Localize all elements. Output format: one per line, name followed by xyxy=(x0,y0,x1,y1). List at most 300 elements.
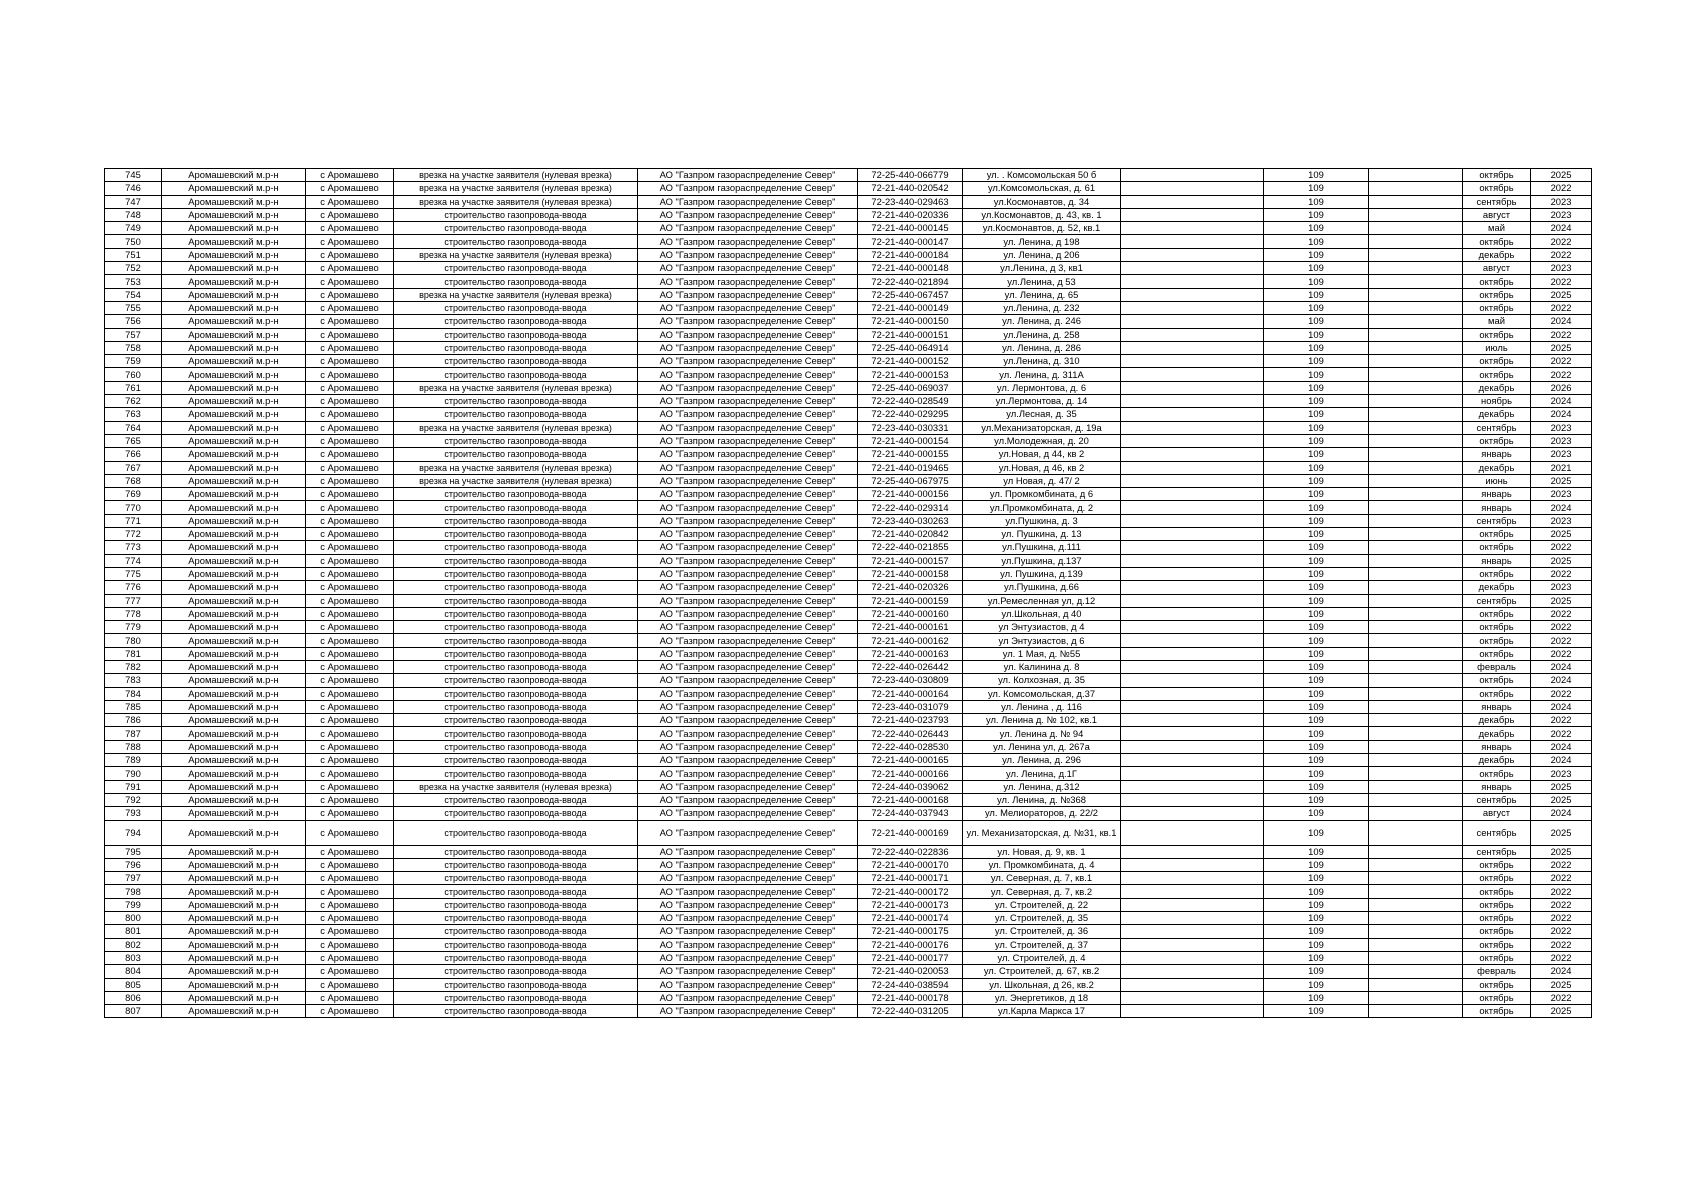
year-cell: 2022 xyxy=(1531,687,1592,700)
address-cell: ул. Строителей, д. 36 xyxy=(963,925,1121,938)
row-number-cell: 798 xyxy=(105,885,162,898)
row-number-cell: 774 xyxy=(105,554,162,567)
empty-cell-cell xyxy=(1369,991,1463,1004)
empty-cell-cell xyxy=(1369,727,1463,740)
table-row xyxy=(105,951,1592,964)
row-number-cell: 793 xyxy=(105,807,162,820)
document-page xyxy=(104,168,1591,1018)
year-cell: 2025 xyxy=(1531,978,1592,991)
empty-cell-cell xyxy=(1121,858,1264,871)
table-row xyxy=(105,368,1592,381)
month-cell: октябрь xyxy=(1463,938,1531,951)
year-cell: 2024 xyxy=(1531,395,1592,408)
address-cell: ул.Космонавтов, д. 52, кв.1 xyxy=(963,222,1121,235)
month-cell: октябрь xyxy=(1463,1005,1531,1018)
row-number-cell: 767 xyxy=(105,461,162,474)
empty-cell-cell xyxy=(1121,793,1264,806)
application-id-cell: 72-21-440-000150 xyxy=(858,315,963,328)
application-id-cell: 72-22-440-026442 xyxy=(858,660,963,673)
settlement-cell: с Аромашево xyxy=(306,581,394,594)
contractor-cell: АО "Газпром газораспределение Север" xyxy=(638,395,858,408)
application-id-cell: 72-21-440-000160 xyxy=(858,607,963,620)
empty-cell-cell xyxy=(1121,925,1264,938)
year-cell: 2022 xyxy=(1531,991,1592,1004)
contractor-cell: АО "Газпром газораспределение Север" xyxy=(638,820,858,845)
year-cell: 2023 xyxy=(1531,767,1592,780)
year-cell: 2022 xyxy=(1531,885,1592,898)
row-number-cell: 786 xyxy=(105,714,162,727)
year-cell: 2026 xyxy=(1531,381,1592,394)
empty-cell-cell xyxy=(1369,660,1463,673)
address-cell: ул. Строителей, д. 67, кв.2 xyxy=(963,965,1121,978)
application-id-cell: 72-23-440-029463 xyxy=(858,195,963,208)
work-type-cell: строительство газопровода-ввода xyxy=(394,501,638,514)
contractor-cell: АО "Газпром газораспределение Север" xyxy=(638,315,858,328)
table-row xyxy=(105,647,1592,660)
table-row xyxy=(105,714,1592,727)
contractor-cell: АО "Газпром газораспределение Север" xyxy=(638,594,858,607)
work-type-cell: строительство газопровода-ввода xyxy=(394,727,638,740)
settlement-cell: с Аромашево xyxy=(306,607,394,620)
address-cell: ул. Ленина, д. 286 xyxy=(963,341,1121,354)
month-cell: январь xyxy=(1463,700,1531,713)
month-cell: декабрь xyxy=(1463,248,1531,261)
district-cell: Аромашевский м.р-н xyxy=(162,554,306,567)
row-number-cell: 796 xyxy=(105,858,162,871)
address-cell: ул. Мелиораторов, д. 22/2 xyxy=(963,807,1121,820)
code-cell: 109 xyxy=(1264,793,1369,806)
district-cell: Аромашевский м.р-н xyxy=(162,872,306,885)
settlement-cell: с Аромашево xyxy=(306,714,394,727)
district-cell: Аромашевский м.р-н xyxy=(162,381,306,394)
application-id-cell: 72-21-440-000158 xyxy=(858,567,963,580)
address-cell: ул.Ленина, д. 310 xyxy=(963,355,1121,368)
table-row xyxy=(105,820,1592,845)
empty-cell-cell xyxy=(1369,434,1463,447)
settlement-cell: с Аромашево xyxy=(306,687,394,700)
row-number-cell: 794 xyxy=(105,820,162,845)
settlement-cell: с Аромашево xyxy=(306,594,394,607)
address-cell: ул. Ленина д. № 102, кв.1 xyxy=(963,714,1121,727)
address-cell: ул. Энергетиков, д 18 xyxy=(963,991,1121,1004)
address-cell: ул.Молодежная, д. 20 xyxy=(963,434,1121,447)
address-cell: ул.Промкомбината, д. 2 xyxy=(963,501,1121,514)
row-number-cell: 801 xyxy=(105,925,162,938)
work-type-cell: строительство газопровода-ввода xyxy=(394,262,638,275)
address-cell: ул. Ленина, д. 311А xyxy=(963,368,1121,381)
empty-cell-cell xyxy=(1121,898,1264,911)
district-cell: Аромашевский м.р-н xyxy=(162,288,306,301)
code-cell: 109 xyxy=(1264,222,1369,235)
address-cell: ул. Ленина , д. 116 xyxy=(963,700,1121,713)
table-row xyxy=(105,328,1592,341)
year-cell: 2025 xyxy=(1531,474,1592,487)
application-id-cell: 72-21-440-000165 xyxy=(858,754,963,767)
empty-cell-cell xyxy=(1369,754,1463,767)
row-number-cell: 800 xyxy=(105,912,162,925)
row-number-cell: 765 xyxy=(105,434,162,447)
code-cell: 109 xyxy=(1264,474,1369,487)
settlement-cell: с Аромашево xyxy=(306,541,394,554)
month-cell: январь xyxy=(1463,448,1531,461)
year-cell: 2023 xyxy=(1531,208,1592,221)
empty-cell-cell xyxy=(1121,501,1264,514)
empty-cell-cell xyxy=(1369,501,1463,514)
contractor-cell: АО "Газпром газораспределение Север" xyxy=(638,858,858,871)
table-row xyxy=(105,301,1592,314)
application-id-cell: 72-21-440-020326 xyxy=(858,581,963,594)
year-cell: 2022 xyxy=(1531,925,1592,938)
settlement-cell: с Аромашево xyxy=(306,938,394,951)
table-row xyxy=(105,554,1592,567)
contractor-cell: АО "Газпром газораспределение Север" xyxy=(638,474,858,487)
empty-cell-cell xyxy=(1121,567,1264,580)
code-cell: 109 xyxy=(1264,872,1369,885)
empty-cell-cell xyxy=(1369,408,1463,421)
application-id-cell: 72-21-440-000169 xyxy=(858,820,963,845)
code-cell: 109 xyxy=(1264,341,1369,354)
contractor-cell: АО "Газпром газораспределение Север" xyxy=(638,528,858,541)
year-cell: 2022 xyxy=(1531,235,1592,248)
district-cell: Аромашевский м.р-н xyxy=(162,965,306,978)
work-type-cell: строительство газопровода-ввода xyxy=(394,328,638,341)
settlement-cell: с Аромашево xyxy=(306,754,394,767)
table-row xyxy=(105,355,1592,368)
work-type-cell: строительство газопровода-ввода xyxy=(394,807,638,820)
year-cell: 2024 xyxy=(1531,315,1592,328)
empty-cell-cell xyxy=(1369,938,1463,951)
empty-cell-cell xyxy=(1121,208,1264,221)
year-cell: 2025 xyxy=(1531,288,1592,301)
month-cell: октябрь xyxy=(1463,567,1531,580)
empty-cell-cell xyxy=(1121,275,1264,288)
settlement-cell: с Аромашево xyxy=(306,872,394,885)
empty-cell-cell xyxy=(1121,634,1264,647)
empty-cell-cell xyxy=(1121,594,1264,607)
contractor-cell: АО "Газпром газораспределение Север" xyxy=(638,275,858,288)
empty-cell-cell xyxy=(1121,581,1264,594)
work-type-cell: строительство газопровода-ввода xyxy=(394,208,638,221)
work-type-cell: строительство газопровода-ввода xyxy=(394,938,638,951)
empty-cell-cell xyxy=(1369,820,1463,845)
work-type-cell: строительство газопровода-ввода xyxy=(394,395,638,408)
address-cell: ул. Строителей, д. 37 xyxy=(963,938,1121,951)
empty-cell-cell xyxy=(1121,807,1264,820)
settlement-cell: с Аромашево xyxy=(306,740,394,753)
table-row xyxy=(105,660,1592,673)
table-row xyxy=(105,925,1592,938)
application-id-cell: 72-21-440-000145 xyxy=(858,222,963,235)
address-cell: ул.Пушкина, д.137 xyxy=(963,554,1121,567)
application-id-cell: 72-21-440-000154 xyxy=(858,434,963,447)
row-number-cell: 802 xyxy=(105,938,162,951)
year-cell: 2023 xyxy=(1531,195,1592,208)
empty-cell-cell xyxy=(1121,754,1264,767)
settlement-cell: с Аромашево xyxy=(306,448,394,461)
row-number-cell: 772 xyxy=(105,528,162,541)
code-cell: 109 xyxy=(1264,182,1369,195)
district-cell: Аромашевский м.р-н xyxy=(162,448,306,461)
contractor-cell: АО "Газпром газораспределение Север" xyxy=(638,674,858,687)
month-cell: октябрь xyxy=(1463,951,1531,964)
month-cell: октябрь xyxy=(1463,767,1531,780)
work-type-cell: строительство газопровода-ввода xyxy=(394,341,638,354)
settlement-cell: с Аромашево xyxy=(306,554,394,567)
year-cell: 2025 xyxy=(1531,1005,1592,1018)
code-cell: 109 xyxy=(1264,395,1369,408)
contractor-cell: АО "Газпром газораспределение Север" xyxy=(638,488,858,501)
address-cell: ул. Школьная, д 26, кв.2 xyxy=(963,978,1121,991)
contractor-cell: АО "Газпром газораспределение Север" xyxy=(638,740,858,753)
code-cell: 109 xyxy=(1264,780,1369,793)
application-id-cell: 72-21-440-000163 xyxy=(858,647,963,660)
code-cell: 109 xyxy=(1264,235,1369,248)
year-cell: 2022 xyxy=(1531,275,1592,288)
year-cell: 2024 xyxy=(1531,807,1592,820)
month-cell: январь xyxy=(1463,780,1531,793)
code-cell: 109 xyxy=(1264,554,1369,567)
empty-cell-cell xyxy=(1369,514,1463,527)
table-row xyxy=(105,275,1592,288)
district-cell: Аромашевский м.р-н xyxy=(162,951,306,964)
year-cell: 2025 xyxy=(1531,169,1592,182)
code-cell: 109 xyxy=(1264,898,1369,911)
contractor-cell: АО "Газпром газораспределение Север" xyxy=(638,780,858,793)
code-cell: 109 xyxy=(1264,567,1369,580)
month-cell: октябрь xyxy=(1463,328,1531,341)
year-cell: 2022 xyxy=(1531,898,1592,911)
contractor-cell: АО "Газпром газораспределение Север" xyxy=(638,328,858,341)
district-cell: Аромашевский м.р-н xyxy=(162,395,306,408)
year-cell: 2024 xyxy=(1531,660,1592,673)
work-type-cell: строительство газопровода-ввода xyxy=(394,885,638,898)
application-id-cell: 72-21-440-000173 xyxy=(858,898,963,911)
application-id-cell: 72-21-440-000152 xyxy=(858,355,963,368)
code-cell: 109 xyxy=(1264,581,1369,594)
code-cell: 109 xyxy=(1264,660,1369,673)
empty-cell-cell xyxy=(1121,461,1264,474)
address-cell: ул. Механизаторская, д. №31, кв.1 xyxy=(963,820,1121,845)
settlement-cell: с Аромашево xyxy=(306,355,394,368)
year-cell: 2024 xyxy=(1531,700,1592,713)
table-row xyxy=(105,381,1592,394)
empty-cell-cell xyxy=(1121,660,1264,673)
empty-cell-cell xyxy=(1121,607,1264,620)
address-cell: ул.Космонавтов, д. 34 xyxy=(963,195,1121,208)
application-id-cell: 72-21-440-000171 xyxy=(858,872,963,885)
address-cell: ул. Ленина ул, д. 267а xyxy=(963,740,1121,753)
contractor-cell: АО "Газпром газораспределение Север" xyxy=(638,1005,858,1018)
address-cell: ул. Ленина, д.1Г xyxy=(963,767,1121,780)
application-id-cell: 72-23-440-031079 xyxy=(858,700,963,713)
code-cell: 109 xyxy=(1264,381,1369,394)
district-cell: Аромашевский м.р-н xyxy=(162,355,306,368)
table-row xyxy=(105,858,1592,871)
address-cell: ул.Механизаторская, д. 19а xyxy=(963,421,1121,434)
row-number-cell: 761 xyxy=(105,381,162,394)
empty-cell-cell xyxy=(1369,780,1463,793)
application-id-cell: 72-23-440-030331 xyxy=(858,421,963,434)
table-row xyxy=(105,674,1592,687)
district-cell: Аромашевский м.р-н xyxy=(162,541,306,554)
address-cell: ул. Промкомбината, д 6 xyxy=(963,488,1121,501)
month-cell: октябрь xyxy=(1463,621,1531,634)
district-cell: Аромашевский м.р-н xyxy=(162,408,306,421)
district-cell: Аромашевский м.р-н xyxy=(162,978,306,991)
empty-cell-cell xyxy=(1121,368,1264,381)
row-number-cell: 803 xyxy=(105,951,162,964)
month-cell: октябрь xyxy=(1463,872,1531,885)
contractor-cell: АО "Газпром газораспределение Север" xyxy=(638,991,858,1004)
table-row xyxy=(105,634,1592,647)
empty-cell-cell xyxy=(1369,951,1463,964)
year-cell: 2025 xyxy=(1531,341,1592,354)
address-cell: ул. Строителей, д. 35 xyxy=(963,912,1121,925)
district-cell: Аромашевский м.р-н xyxy=(162,341,306,354)
row-number-cell: 773 xyxy=(105,541,162,554)
settlement-cell: с Аромашево xyxy=(306,660,394,673)
contractor-cell: АО "Газпром газораспределение Север" xyxy=(638,434,858,447)
settlement-cell: с Аромашево xyxy=(306,368,394,381)
district-cell: Аромашевский м.р-н xyxy=(162,858,306,871)
year-cell: 2022 xyxy=(1531,301,1592,314)
code-cell: 109 xyxy=(1264,301,1369,314)
contractor-cell: АО "Газпром газораспределение Север" xyxy=(638,714,858,727)
empty-cell-cell xyxy=(1369,381,1463,394)
district-cell: Аромашевский м.р-н xyxy=(162,740,306,753)
work-type-cell: врезка на участке заявителя (нулевая врезка) xyxy=(394,381,638,394)
year-cell: 2022 xyxy=(1531,727,1592,740)
district-cell: Аромашевский м.р-н xyxy=(162,912,306,925)
empty-cell-cell xyxy=(1121,621,1264,634)
address-cell: ул.Школьная, д 40 xyxy=(963,607,1121,620)
year-cell: 2022 xyxy=(1531,634,1592,647)
year-cell: 2022 xyxy=(1531,368,1592,381)
month-cell: август xyxy=(1463,262,1531,275)
empty-cell-cell xyxy=(1121,965,1264,978)
settlement-cell: с Аромашево xyxy=(306,885,394,898)
district-cell: Аромашевский м.р-н xyxy=(162,368,306,381)
work-type-cell: строительство газопровода-ввода xyxy=(394,687,638,700)
contractor-cell: АО "Газпром газораспределение Север" xyxy=(638,793,858,806)
application-id-cell: 72-21-440-000149 xyxy=(858,301,963,314)
empty-cell-cell xyxy=(1369,208,1463,221)
contractor-cell: АО "Газпром газораспределение Север" xyxy=(638,461,858,474)
month-cell: октябрь xyxy=(1463,687,1531,700)
empty-cell-cell xyxy=(1121,554,1264,567)
work-type-cell: строительство газопровода-ввода xyxy=(394,660,638,673)
empty-cell-cell xyxy=(1369,262,1463,275)
application-id-cell: 72-21-440-000178 xyxy=(858,991,963,1004)
application-id-cell: 72-21-440-000174 xyxy=(858,912,963,925)
year-cell: 2022 xyxy=(1531,621,1592,634)
work-type-cell: строительство газопровода-ввода xyxy=(394,991,638,1004)
empty-cell-cell xyxy=(1369,845,1463,858)
work-type-cell: строительство газопровода-ввода xyxy=(394,714,638,727)
empty-cell-cell xyxy=(1121,1005,1264,1018)
empty-cell-cell xyxy=(1369,858,1463,871)
district-cell: Аромашевский м.р-н xyxy=(162,674,306,687)
contractor-cell: АО "Газпром газораспределение Север" xyxy=(638,634,858,647)
year-cell: 2025 xyxy=(1531,820,1592,845)
settlement-cell: с Аромашево xyxy=(306,845,394,858)
address-cell: ул Энтузиастов, д 6 xyxy=(963,634,1121,647)
work-type-cell: строительство газопровода-ввода xyxy=(394,315,638,328)
application-id-cell: 72-21-440-000166 xyxy=(858,767,963,780)
address-cell: ул. Северная, д. 7, кв.2 xyxy=(963,885,1121,898)
work-type-cell: врезка на участке заявителя (нулевая врезка) xyxy=(394,195,638,208)
code-cell: 109 xyxy=(1264,315,1369,328)
district-cell: Аромашевский м.р-н xyxy=(162,820,306,845)
settlement-cell: с Аромашево xyxy=(306,341,394,354)
contractor-cell: АО "Газпром газораспределение Север" xyxy=(638,872,858,885)
district-cell: Аромашевский м.р-н xyxy=(162,182,306,195)
empty-cell-cell xyxy=(1121,195,1264,208)
code-cell: 109 xyxy=(1264,288,1369,301)
contractor-cell: АО "Газпром газораспределение Север" xyxy=(638,807,858,820)
year-cell: 2022 xyxy=(1531,951,1592,964)
code-cell: 109 xyxy=(1264,328,1369,341)
work-type-cell: строительство газопровода-ввода xyxy=(394,978,638,991)
address-cell: ул. Ленина, д. 65 xyxy=(963,288,1121,301)
work-type-cell: строительство газопровода-ввода xyxy=(394,740,638,753)
table-row xyxy=(105,581,1592,594)
empty-cell-cell xyxy=(1121,248,1264,261)
application-id-cell: 72-25-440-067975 xyxy=(858,474,963,487)
application-id-cell: 72-21-440-000184 xyxy=(858,248,963,261)
empty-cell-cell xyxy=(1121,938,1264,951)
application-id-cell: 72-21-440-000177 xyxy=(858,951,963,964)
settlement-cell: с Аромашево xyxy=(306,514,394,527)
application-id-cell: 72-21-440-019465 xyxy=(858,461,963,474)
table-row xyxy=(105,395,1592,408)
address-cell: ул. Строителей, д. 4 xyxy=(963,951,1121,964)
empty-cell-cell xyxy=(1369,275,1463,288)
year-cell: 2025 xyxy=(1531,554,1592,567)
application-id-cell: 72-21-440-000162 xyxy=(858,634,963,647)
year-cell: 2024 xyxy=(1531,222,1592,235)
address-cell: ул. Калинина д. 8 xyxy=(963,660,1121,673)
district-cell: Аромашевский м.р-н xyxy=(162,700,306,713)
work-type-cell: строительство газопровода-ввода xyxy=(394,554,638,567)
empty-cell-cell xyxy=(1121,528,1264,541)
empty-cell-cell xyxy=(1369,872,1463,885)
code-cell: 109 xyxy=(1264,461,1369,474)
month-cell: октябрь xyxy=(1463,169,1531,182)
code-cell: 109 xyxy=(1264,621,1369,634)
month-cell: февраль xyxy=(1463,965,1531,978)
row-number-cell: 780 xyxy=(105,634,162,647)
settlement-cell: с Аромашево xyxy=(306,328,394,341)
table-body xyxy=(105,169,1592,1018)
empty-cell-cell xyxy=(1121,434,1264,447)
settlement-cell: с Аромашево xyxy=(306,235,394,248)
row-number-cell: 746 xyxy=(105,182,162,195)
row-number-cell: 782 xyxy=(105,660,162,673)
year-cell: 2022 xyxy=(1531,328,1592,341)
code-cell: 109 xyxy=(1264,408,1369,421)
district-cell: Аромашевский м.р-н xyxy=(162,727,306,740)
table-row xyxy=(105,780,1592,793)
work-type-cell: строительство газопровода-ввода xyxy=(394,965,638,978)
table-row xyxy=(105,1005,1592,1018)
year-cell: 2022 xyxy=(1531,714,1592,727)
table-row xyxy=(105,687,1592,700)
contractor-cell: АО "Газпром газораспределение Север" xyxy=(638,554,858,567)
month-cell: октябрь xyxy=(1463,607,1531,620)
table-row xyxy=(105,727,1592,740)
address-cell: ул.Комсомольская, д. 61 xyxy=(963,182,1121,195)
